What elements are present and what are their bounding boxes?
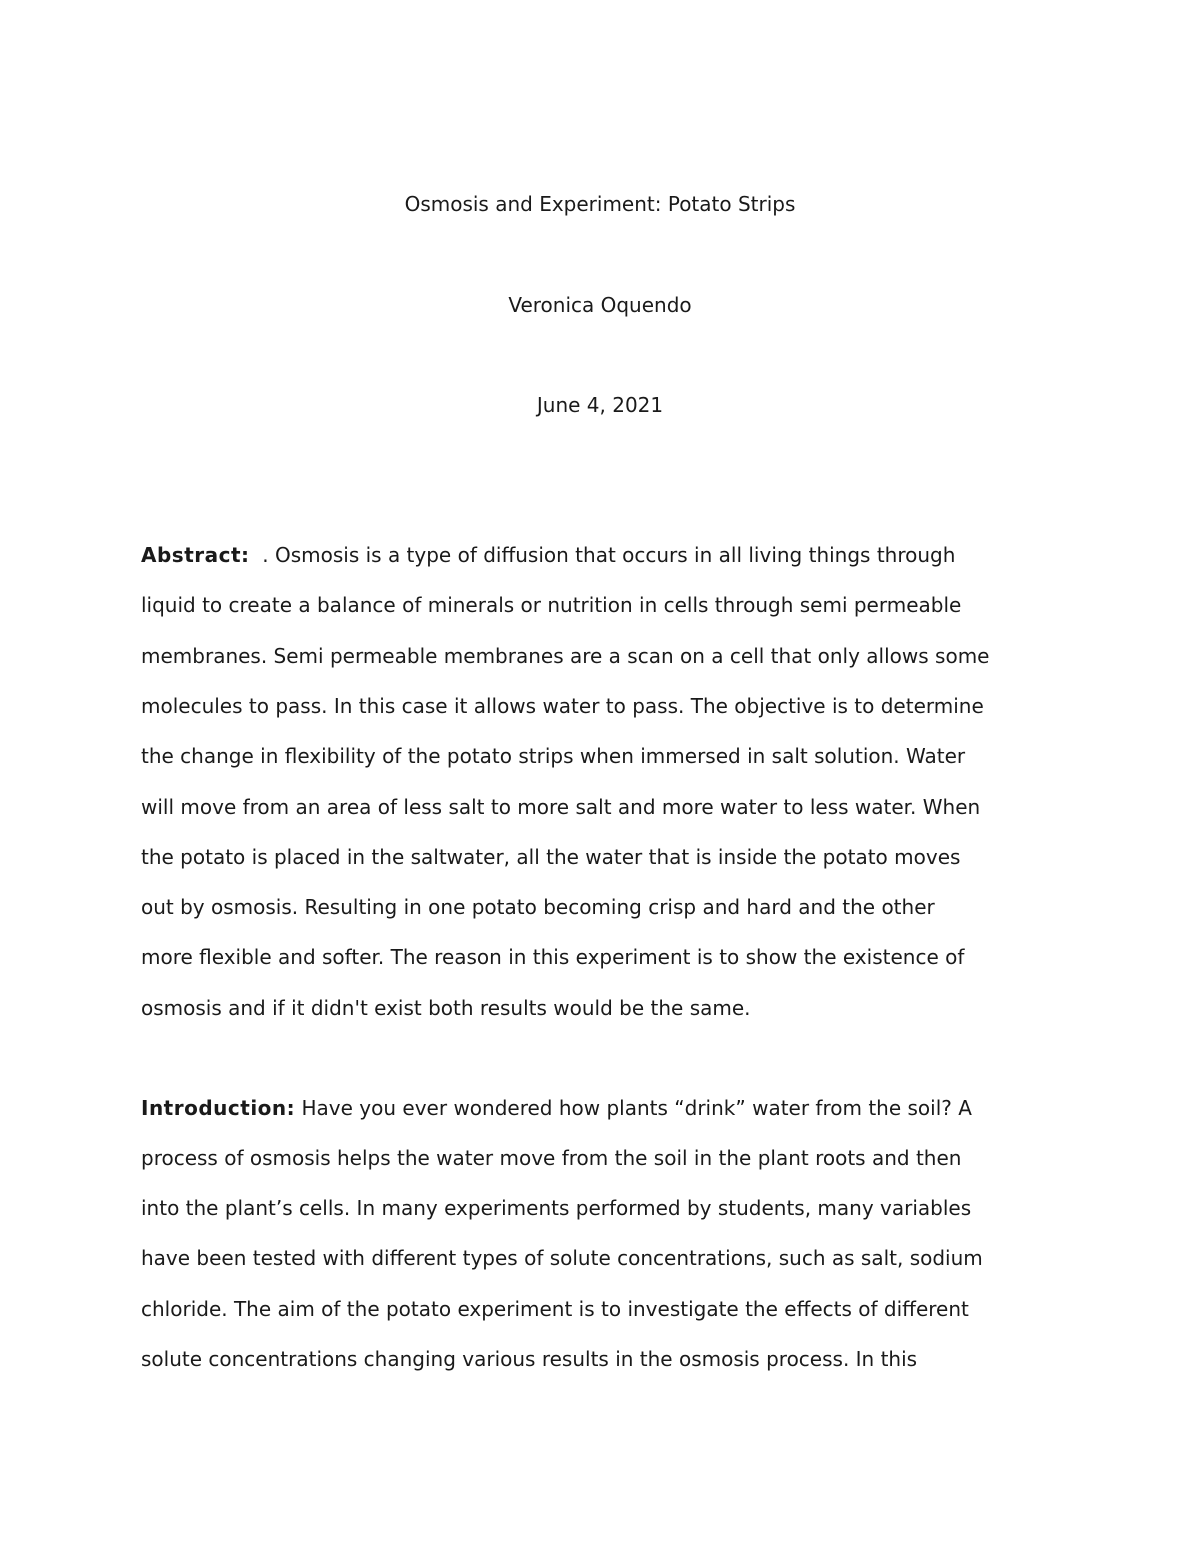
abstract-paragraph-line: molecules to pass. In this case it allows water to pass. The objective is to determine	[141, 694, 984, 718]
introduction-paragraph-line: process of osmosis helps the water move from the soil in the plant roots and then	[141, 1146, 962, 1170]
abstract-paragraph-line	[141, 543, 955, 567]
introduction-paragraph-line: solute concentrations changing various results in the osmosis process. In this	[141, 1347, 918, 1371]
introduction-paragraph-line: chloride. The aim of the potato experiment is to investigate the effects of different	[141, 1297, 969, 1321]
abstract-heading: Abstract:	[141, 543, 250, 567]
abstract-paragraph-line: osmosis and if it didn't exist both results would be the same.	[141, 996, 751, 1020]
abstract-paragraph-line: more flexible and softer. The reason in this experiment is to show the existence of	[141, 945, 965, 969]
abstract-text: . Osmosis is a type of diffusion that occurs in all living things through	[249, 543, 956, 567]
abstract-paragraph-line: out by osmosis. Resulting in one potato becoming crisp and hard and the other	[141, 895, 935, 919]
abstract-paragraph-line: membranes. Semi permeable membranes are a scan on a cell that only allows some	[141, 644, 990, 668]
introduction-paragraph-line	[141, 1096, 972, 1120]
introduction-paragraph-line: into the plant’s cells. In many experiments performed by students, many variables	[141, 1196, 972, 1220]
document-date: June 4, 2021	[536, 393, 664, 417]
abstract-paragraph-line: the potato is placed in the saltwater, all the water that is inside the potato moves	[141, 845, 961, 869]
abstract-paragraph-line: the change in flexibility of the potato strips when immersed in salt solution. Water	[141, 744, 966, 768]
author-name: Veronica Oquendo	[508, 293, 692, 317]
introduction-paragraph-line: have been tested with different types of solute concentrations, such as salt, sodium	[141, 1246, 983, 1270]
introduction-heading: Introduction:	[141, 1096, 296, 1120]
introduction-text: Have you ever wondered how plants “drink” water from the soil? A	[295, 1096, 972, 1120]
abstract-paragraph-line: liquid to create a balance of minerals or nutrition in cells through semi permeable	[141, 593, 962, 617]
document-title: Osmosis and Experiment: Potato Strips	[404, 192, 796, 216]
abstract-paragraph-line: will move from an area of less salt to more salt and more water to less water. When	[141, 795, 981, 819]
